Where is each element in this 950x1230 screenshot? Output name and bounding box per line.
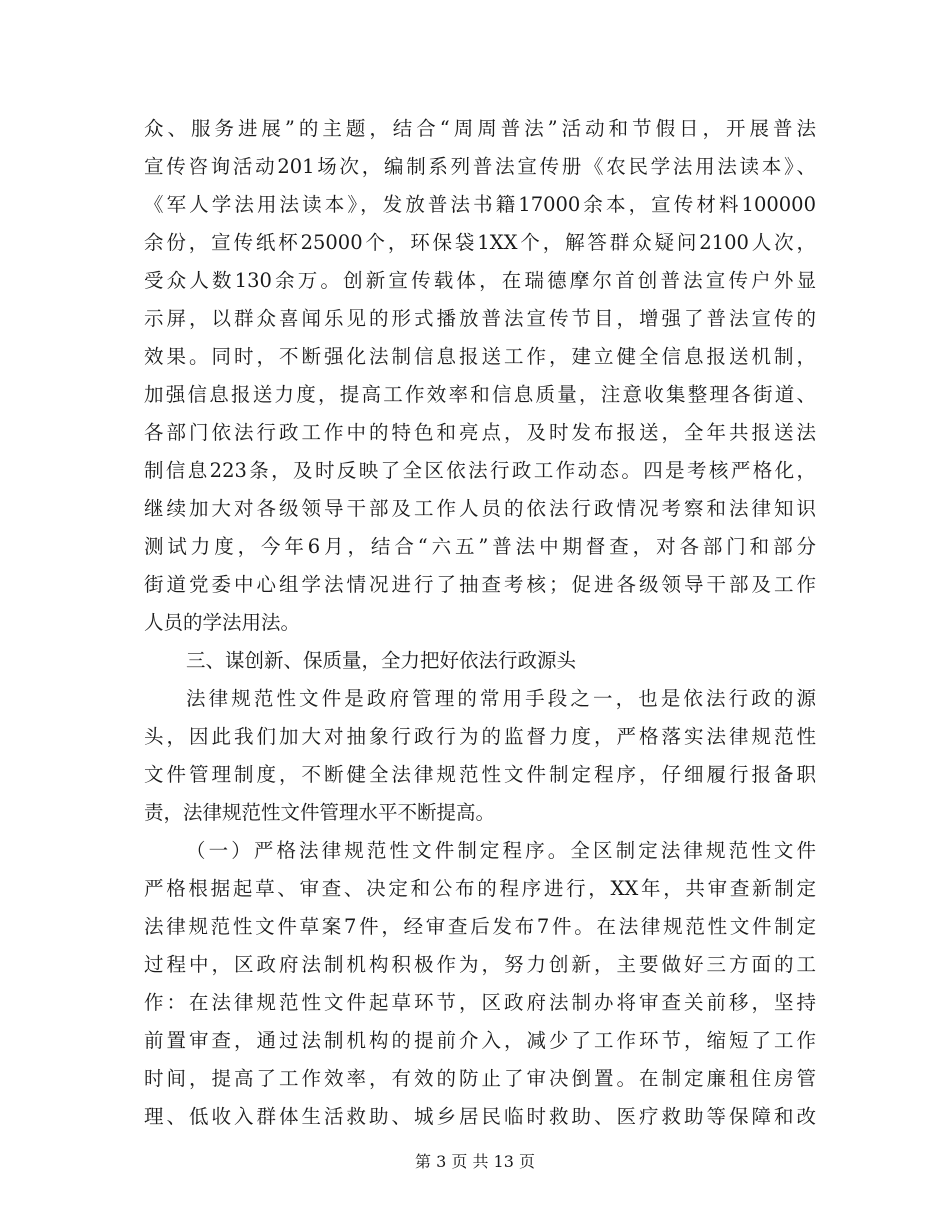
text-line: 过程中，区政府法制机构积极作为，努力创新，主要做好三方面的工: [144, 953, 816, 976]
text-line: 法律规范性文件草案7件，经审查后发布7件。在法律规范性文件制定: [144, 915, 816, 938]
text-line: 时间，提高了工作效率，有效的防止了审决倒置。在制定廉租住房管: [144, 1067, 816, 1090]
text-line: 严格根据起草、审查、决定和公布的程序进行，XX年，共审查新制定: [144, 877, 816, 900]
text-line: 宣传咨询活动201场次，编制系列普法宣传册《农民学法用法读本》、: [144, 155, 816, 178]
text-line: 文件管理制度，不断健全法律规范性文件制定程序，仔细履行报备职: [144, 763, 816, 786]
text-line: 头，因此我们加大对抽象行政行为的监督力度，严格落实法律规范性: [144, 725, 816, 748]
text-line: （一）严格法律规范性文件制定程序。全区制定法律规范性文件: [186, 839, 816, 862]
text-line: 街道党委中心组学法情况进行了抽查考核；促进各级领导干部及工作: [144, 573, 816, 596]
text-line: 理、低收入群体生活救助、城乡居民临时救助、医疗救助等保障和改: [144, 1105, 816, 1128]
text-line: 众、服务进展”的主题，结合“周周普法”活动和节假日，开展普法: [144, 117, 816, 140]
text-line: 制信息223条，及时反映了全区依法行政工作动态。四是考核严格化，: [144, 459, 816, 482]
text-line: 前置审查，通过法制机构的提前介入，减少了工作环节，缩短了工作: [144, 1029, 816, 1052]
text-line: 人员的学法用法。: [144, 611, 301, 634]
section-heading: 三、谋创新、保质量，全力把好依法行政源头: [186, 649, 577, 672]
text-line: 受众人数130余万。创新宣传载体，在瑞德摩尔首创普法宣传户外显: [144, 269, 816, 292]
page-number: 第 3 页 共 13 页: [415, 1152, 535, 1171]
text-line: 效果。同时，不断强化法制信息报送工作，建立健全信息报送机制，: [144, 345, 816, 368]
text-line: 示屏，以群众喜闻乐见的形式播放普法宣传节目，增强了普法宣传的: [144, 307, 816, 330]
text-line: 各部门依法行政工作中的特色和亮点，及时发布报送，全年共报送法: [144, 421, 816, 444]
text-line: 《军人学法用法读本》，发放普法书籍17000余本，宣传材料100000: [144, 193, 816, 216]
text-line: 继续加大对各级领导干部及工作人员的依法行政情况考察和法律知识: [144, 497, 816, 520]
text-line: 作：在法律规范性文件起草环节，区政府法制办将审查关前移，坚持: [144, 991, 816, 1014]
body-text: [144, 110, 816, 1136]
text-line: 加强信息报送力度，提高工作效率和信息质量，注意收集整理各街道、: [144, 383, 816, 406]
text-line: 余份，宣传纸杯25000个，环保袋1XX个，解答群众疑问2100人次，: [144, 231, 816, 254]
text-line: 责，法律规范性文件管理水平不断提高。: [144, 801, 496, 824]
text-line: 法律规范性文件是政府管理的常用手段之一，也是依法行政的源: [186, 687, 816, 710]
text-line: 测试力度，今年6月，结合“六五”普法中期督查，对各部门和部分: [144, 535, 816, 558]
